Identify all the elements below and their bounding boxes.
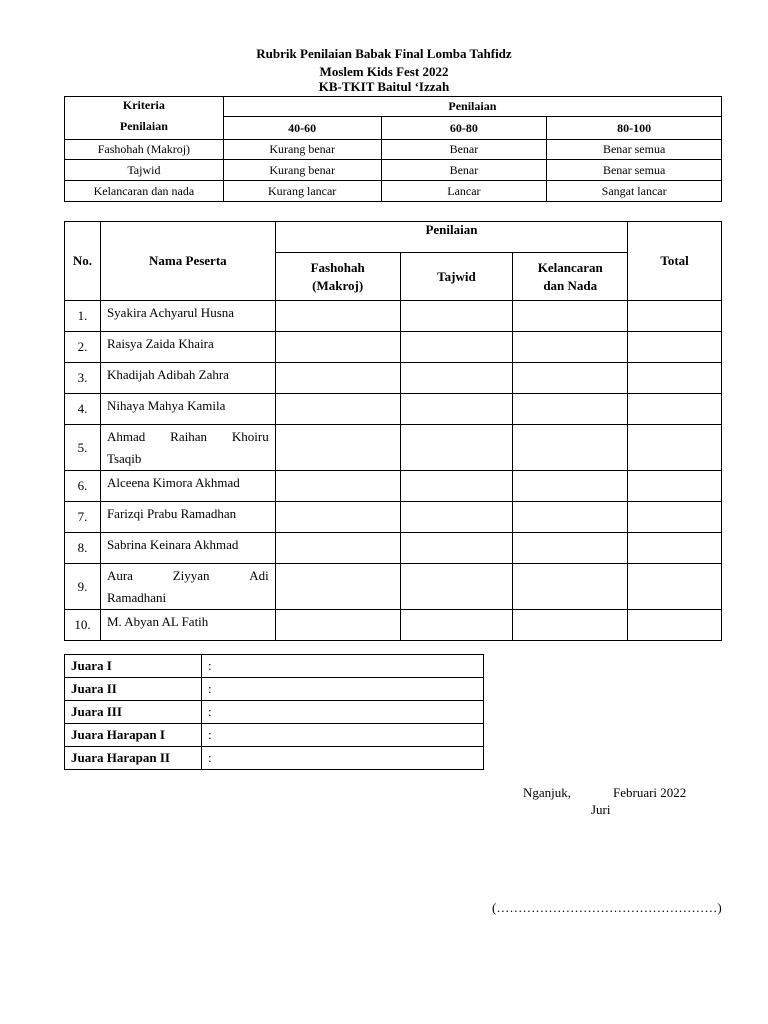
participant-name: Nihaya Mahya Kamila xyxy=(100,394,275,425)
score-cell-fashohah[interactable] xyxy=(275,564,400,610)
col-header-kelancaran-line2: dan Nada xyxy=(543,277,598,293)
table-row xyxy=(65,425,722,471)
score-cell-tajwid[interactable] xyxy=(400,533,513,564)
row-number: 1. xyxy=(65,301,101,332)
rubric-range-1: 40-60 xyxy=(223,117,381,140)
score-cell-total[interactable] xyxy=(628,564,722,610)
rubric-kriteria: Kelancaran dan nada xyxy=(65,181,224,202)
score-cell-kelancaran[interactable] xyxy=(513,564,628,610)
table-row xyxy=(65,564,722,610)
rubric-cell: Benar semua xyxy=(547,140,722,160)
winner-label: Juara Harapan I xyxy=(65,724,202,747)
col-header-kelancaran-line1: Kelancaran xyxy=(537,259,603,275)
participant-name-line2: Ramadhani xyxy=(106,590,167,605)
score-cell-kelancaran[interactable] xyxy=(513,332,628,363)
participant-name: Raisya Zaida Khaira xyxy=(100,332,275,363)
row-number: 10. xyxy=(65,610,101,641)
name-word: Adi xyxy=(249,568,269,583)
participants-table xyxy=(64,221,722,641)
score-cell-fashohah[interactable] xyxy=(275,301,400,332)
winner-row xyxy=(65,747,484,770)
document-title: Rubrik Penilaian Babak Final Lomba Tahfidz xyxy=(256,46,512,61)
name-word: Khoiru xyxy=(231,429,269,444)
signature-blank-line[interactable]: (……………………………………………) xyxy=(492,900,722,915)
row-number: 3. xyxy=(65,363,101,394)
winner-label: Juara Harapan II xyxy=(65,747,202,770)
winner-value[interactable]: : xyxy=(202,701,484,724)
table-row xyxy=(65,332,722,363)
score-cell-tajwid[interactable] xyxy=(400,301,513,332)
score-cell-tajwid[interactable] xyxy=(400,471,513,502)
participant-name: Syakira Achyarul Husna xyxy=(100,301,275,332)
score-cell-total[interactable] xyxy=(628,471,722,502)
col-header-tajwid: Tajwid xyxy=(400,253,513,301)
score-cell-tajwid[interactable] xyxy=(400,425,513,471)
rubric-cell: Kurang benar xyxy=(223,140,381,160)
score-cell-total[interactable] xyxy=(628,363,722,394)
table-row xyxy=(65,394,722,425)
winner-label: Juara III xyxy=(65,701,202,724)
name-word: Ziyyan xyxy=(172,568,210,583)
score-cell-fashohah[interactable] xyxy=(275,332,400,363)
rubric-row xyxy=(65,140,722,160)
row-number: 4. xyxy=(65,394,101,425)
col-header-penilaian: Penilaian xyxy=(275,222,627,253)
score-cell-kelancaran[interactable] xyxy=(513,471,628,502)
winner-row xyxy=(65,701,484,724)
col-header-no: No. xyxy=(65,222,101,301)
name-word: Ahmad xyxy=(106,429,146,444)
rubric-row xyxy=(65,181,722,202)
score-cell-tajwid[interactable] xyxy=(400,610,513,641)
table-row xyxy=(65,502,722,533)
rubric-cell: Benar xyxy=(381,160,547,181)
col-header-nama: Nama Peserta xyxy=(100,222,275,301)
score-cell-fashohah[interactable] xyxy=(275,425,400,471)
table-row xyxy=(65,301,722,332)
score-cell-kelancaran[interactable] xyxy=(513,502,628,533)
participant-name: Farizqi Prabu Ramadhan xyxy=(100,502,275,533)
winner-value[interactable]: : xyxy=(202,678,484,701)
score-cell-total[interactable] xyxy=(628,502,722,533)
rubric-cell: Kurang benar xyxy=(223,160,381,181)
signature-date: Februari 2022 xyxy=(613,785,687,800)
score-cell-fashohah[interactable] xyxy=(275,471,400,502)
score-cell-total[interactable] xyxy=(628,533,722,564)
score-cell-total[interactable] xyxy=(628,425,722,471)
winner-label: Juara I xyxy=(65,655,202,678)
col-header-kelancaran xyxy=(513,253,628,301)
rubric-range-2: 60-80 xyxy=(381,117,547,140)
rubric-cell: Sangat lancar xyxy=(547,181,722,202)
table-row xyxy=(65,610,722,641)
participant-name: Khadijah Adibah Zahra xyxy=(100,363,275,394)
participant-name: Sabrina Keinara Akhmad xyxy=(100,533,275,564)
score-cell-kelancaran[interactable] xyxy=(513,533,628,564)
winner-row xyxy=(65,678,484,701)
score-cell-kelancaran[interactable] xyxy=(513,425,628,471)
participant-name-line1 xyxy=(107,565,269,587)
score-cell-kelancaran[interactable] xyxy=(513,394,628,425)
school-name: KB-TKIT Baitul ‘Izzah xyxy=(318,79,450,94)
winner-row xyxy=(65,655,484,678)
score-cell-fashohah[interactable] xyxy=(275,610,400,641)
score-cell-total[interactable] xyxy=(628,394,722,425)
rubric-cell: Benar xyxy=(381,140,547,160)
winner-row xyxy=(65,724,484,747)
rubric-kriteria: Fashohah (Makroj) xyxy=(65,140,224,160)
rubric-table xyxy=(64,96,722,202)
winner-label: Juara II xyxy=(65,678,202,701)
score-cell-tajwid[interactable] xyxy=(400,394,513,425)
participant-name-line2: Tsaqib xyxy=(106,451,142,466)
rubric-header-kriteria-line2: Penilaian xyxy=(119,119,168,133)
col-header-fashohah xyxy=(275,253,400,301)
score-cell-fashohah[interactable] xyxy=(275,502,400,533)
col-header-total: Total xyxy=(628,222,722,301)
row-number: 5. xyxy=(65,425,101,471)
score-cell-fashohah[interactable] xyxy=(275,533,400,564)
winner-value[interactable]: : xyxy=(202,655,484,678)
table-row xyxy=(65,533,722,564)
rubric-header-kriteria-line1: Kriteria xyxy=(122,98,165,112)
score-cell-tajwid[interactable] xyxy=(400,564,513,610)
row-number: 6. xyxy=(65,471,101,502)
score-cell-kelancaran[interactable] xyxy=(513,301,628,332)
score-cell-tajwid[interactable] xyxy=(400,502,513,533)
row-number: 7. xyxy=(65,502,101,533)
row-number: 8. xyxy=(65,533,101,564)
score-cell-kelancaran[interactable] xyxy=(513,363,628,394)
participant-name: M. Abyan AL Fatih xyxy=(100,610,275,641)
score-cell-total[interactable] xyxy=(628,301,722,332)
score-cell-total[interactable] xyxy=(628,332,722,363)
score-cell-total[interactable] xyxy=(628,610,722,641)
rubric-row xyxy=(65,160,722,181)
score-cell-kelancaran[interactable] xyxy=(513,610,628,641)
rubric-header-penilaian: Penilaian xyxy=(223,97,721,117)
rubric-cell: Lancar xyxy=(381,181,547,202)
name-word: Raihan xyxy=(170,429,207,444)
rubric-cell: Benar semua xyxy=(547,160,722,181)
rubric-cell: Kurang lancar xyxy=(223,181,381,202)
col-header-fashohah-line1: Fashohah xyxy=(310,259,365,275)
table-row xyxy=(65,363,722,394)
winners-table xyxy=(64,654,484,770)
rubric-kriteria: Tajwid xyxy=(65,160,224,181)
score-cell-fashohah[interactable] xyxy=(275,394,400,425)
score-cell-fashohah[interactable] xyxy=(275,363,400,394)
col-header-fashohah-line2: (Makroj) xyxy=(312,277,364,293)
row-number: 2. xyxy=(65,332,101,363)
table-row xyxy=(65,471,722,502)
participant-name xyxy=(100,564,275,610)
event-name: Moslem Kids Fest 2022 xyxy=(319,64,449,79)
rubric-range-3: 80-100 xyxy=(547,117,722,140)
participant-name: Alceena Kimora Akhmad xyxy=(100,471,275,502)
winner-value[interactable]: : xyxy=(202,747,484,770)
row-number: 9. xyxy=(65,564,101,610)
score-cell-tajwid[interactable] xyxy=(400,363,513,394)
signature-place: Nganjuk, xyxy=(523,785,572,800)
participant-name-line1 xyxy=(107,426,269,448)
winner-value[interactable]: : xyxy=(202,724,484,747)
rubric-header-kriteria xyxy=(65,97,224,140)
score-cell-tajwid[interactable] xyxy=(400,332,513,363)
name-word: Aura xyxy=(106,568,133,583)
signature-role: Juri xyxy=(591,802,611,817)
participant-name xyxy=(100,425,275,471)
